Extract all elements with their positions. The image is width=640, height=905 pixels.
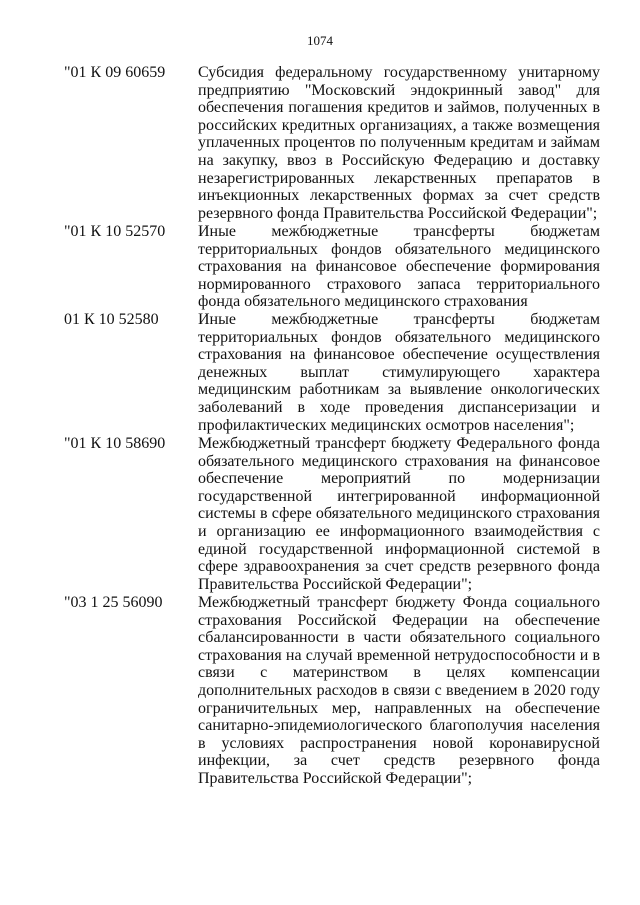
- budget-description: Иные межбюджетные трансферты бюджетам территориальных фондов обязательного медицинского страхования на финансовое обеспечение осуществления денежных выплат стимулирующего характера медицинским работникам за выявление онкологических заболеваний в ходе проведения диспансеризации и профилактических медицинских осмотров населения";: [198, 311, 600, 434]
- page-number: 1074: [307, 33, 333, 48]
- budget-description: Субсидия федеральному государственному унитарному предприятию "Московский эндокринный завод" для обеспечения погашения кредитов и займов, полученных в российских кредитных организациях, а также возмещения уплаченных процентов по полученным кредитам и займам на закупку, ввоз в Российскую Федерацию и доставку незарегистрированных лекарственных препаратов в инъекционных лекарственных формах за счет средств резервного фонда Правительства Российской Федерации";: [198, 64, 600, 222]
- list-item: [64, 594, 600, 787]
- budget-description: Межбюджетный трансферт бюджету Федерального фонда обязательного медицинского страхования на финансовое обеспечение мероприятий по модернизации государственной интегрированной информационной системы в сфере обязательного медицинского страхования и организацию ее информационного взаимодействия с единой государственной информационной системой в сфере здравоохранения за счет средств резервного фонда Правительства Российской Федерации";: [198, 435, 600, 593]
- list-item: [64, 311, 600, 435]
- budget-code: "01 К 09 60659: [64, 64, 166, 81]
- budget-code: "01 К 10 58690: [64, 435, 166, 452]
- budget-code: 01 К 10 52580: [64, 311, 159, 328]
- list-item: [64, 223, 600, 311]
- budget-description: Иные межбюджетные трансферты бюджетам территориальных фондов обязательного медицинского страхования на финансовое обеспечение формирования нормированного страхового запаса территориального фонда обязательного медицинского страхования: [198, 223, 600, 311]
- budget-code: "01 К 10 52570: [64, 223, 166, 240]
- budget-description: Межбюджетный трансферт бюджету Фонда социального страхования Российской Федерации на обеспечение сбалансированности в части обязательного социального страхования на случай временной нетрудоспособности и в связи с материнством в целях компенсации дополнительных расходов в связи с введением в 2020 году ограничительных мер, направленных на обеспечение санитарно-эпидемиологического благополучия населения в условиях распространения новой коронавирусной инфекции, за счет средств резервного фонда Правительства Российской Федерации";: [198, 594, 600, 787]
- list-item: [64, 435, 600, 594]
- budget-code: "03 1 25 56090: [64, 594, 163, 611]
- budget-code-list: [64, 64, 600, 787]
- list-item: [64, 64, 600, 223]
